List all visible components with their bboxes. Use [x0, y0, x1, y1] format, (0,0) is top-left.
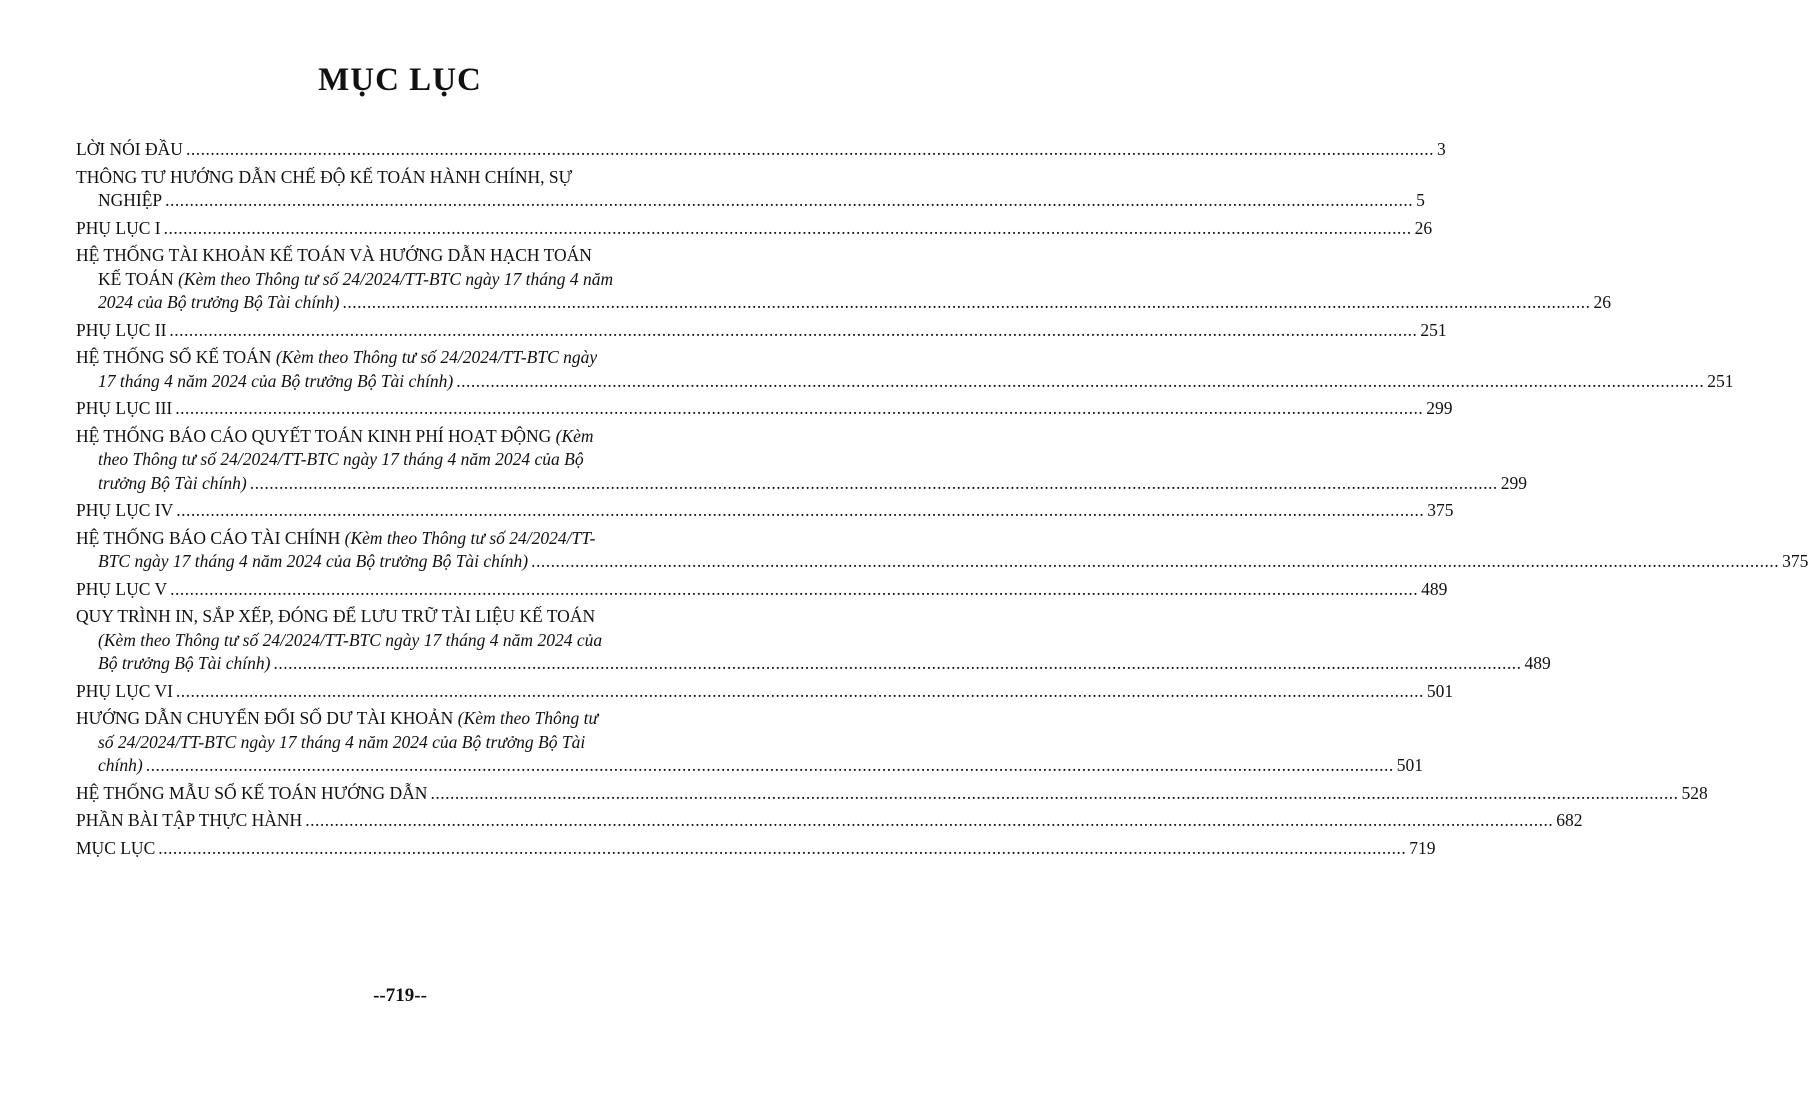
dot-leader	[186, 138, 1434, 162]
dot-leader	[456, 370, 1704, 394]
toc-entry-heading: HỆ THỐNG MẪU SỔ KẾ TOÁN HƯỚNG DẪN	[76, 782, 428, 803]
dot-leader	[305, 809, 1553, 833]
toc-entry-text	[76, 809, 302, 833]
dot-leader	[274, 652, 1522, 676]
page-number-footer: --719--	[373, 985, 427, 1006]
toc-entry-line	[76, 605, 726, 629]
toc-entry-text	[98, 652, 271, 676]
toc-entry-last-line	[76, 472, 1527, 496]
dot-leader	[176, 499, 1424, 523]
toc-entry-heading: PHỤ LỤC I	[76, 217, 161, 238]
toc-entry[interactable]	[76, 680, 1454, 704]
toc-entry[interactable]	[76, 166, 1425, 213]
toc-entry-note: (Kèm theo Thông tư số 24/2024/TT-	[344, 527, 596, 548]
toc-entry-note: Bộ trưởng Bộ Tài chính)	[98, 653, 271, 673]
toc-page-number: 375	[1427, 500, 1454, 520]
toc-entry-heading: HỆ THỐNG BÁO CÁO QUYẾT TOÁN KINH PHÍ HOẠT ĐỘNG	[76, 425, 556, 446]
toc-entry-last-line	[76, 397, 1453, 421]
toc-entry-text	[98, 472, 247, 496]
toc-entry-line	[76, 166, 726, 190]
toc-entry-last-line	[76, 138, 1446, 162]
toc-entry-heading: MỤC LỤC	[76, 837, 156, 858]
toc-page-number: 489	[1524, 653, 1551, 673]
toc-entry-text	[98, 291, 340, 315]
toc-entry-text	[98, 754, 143, 778]
toc-entry-last-line	[76, 680, 1454, 704]
toc-entry-heading: KẾ TOÁN	[98, 268, 179, 289]
toc-entry-line	[76, 346, 726, 370]
toc-entry[interactable]	[76, 346, 1734, 393]
toc-entry-note: theo Thông tư số 24/2024/TT-BTC ngày 17 tháng 4 năm 2024 của Bộ	[98, 449, 584, 469]
toc-entry-heading: QUY TRÌNH IN, SẮP XẾP, ĐÓNG ĐỂ LƯU TRỮ TÀI LIỆU KẾ TOÁN	[76, 606, 596, 626]
dot-leader	[164, 217, 1412, 241]
toc-entry-last-line	[76, 291, 1612, 315]
toc-entry-heading: PHỤ LỤC III	[76, 398, 173, 418]
dot-leader	[176, 680, 1424, 704]
toc-entry-text	[98, 370, 453, 394]
toc-page-number: 299	[1500, 472, 1527, 493]
toc-entry-heading: PHỤ LỤC V	[76, 578, 168, 599]
toc-entry[interactable]	[76, 319, 1447, 343]
toc-entry-line	[76, 629, 726, 653]
toc-entry[interactable]	[76, 425, 1527, 496]
dot-leader	[343, 291, 1591, 315]
toc-entry-text	[76, 837, 155, 861]
toc-entry-heading: NGHIỆP	[98, 190, 163, 210]
toc-entry-text	[76, 499, 173, 523]
toc-entry-note: (Kèm theo Thông tư số 24/2024/TT-BTC ngày 17 tháng 4 năm 2024 của	[98, 629, 603, 650]
toc-page-number: 528	[1681, 782, 1708, 803]
toc-entry-heading: HỆ THỐNG SỔ KẾ TOÁN	[76, 347, 276, 367]
toc-entry-heading: HỆ THỐNG TÀI KHOẢN KẾ TOÁN VÀ HƯỚNG DẪN HẠCH TOÁN	[76, 245, 592, 265]
toc-entry-heading: PHỤ LỤC IV	[76, 500, 174, 520]
toc-page-number: 375	[1782, 551, 1808, 571]
toc-entry-note: (Kèm theo Thông tư	[457, 708, 598, 728]
toc-entry-last-line	[76, 837, 1436, 861]
toc-entry-note: (Kèm theo Thông tư số 24/2024/TT-BTC ngày 17 tháng 4 năm	[178, 268, 614, 289]
toc-entry-heading: PHẦN BÀI TẬP THỰC HÀNH	[76, 810, 303, 830]
toc-entry-heading: THÔNG TƯ HƯỚNG DẪN CHẾ ĐỘ KẾ TOÁN HÀNH CHÍNH, SỰ	[76, 166, 573, 187]
toc-entry-text	[76, 782, 427, 806]
toc-entry-last-line	[76, 550, 1808, 574]
toc-page-number: 3	[1436, 139, 1446, 159]
dot-leader	[250, 472, 1498, 496]
toc-entry-text	[76, 217, 161, 241]
toc-entry-line	[76, 731, 726, 755]
toc-entry[interactable]	[76, 782, 1708, 806]
toc-entry-heading: HỆ THỐNG BÁO CÁO TÀI CHÍNH	[76, 527, 345, 548]
toc-page-number: 26	[1414, 217, 1433, 238]
toc-page-number: 5	[1416, 190, 1425, 210]
dot-leader	[531, 550, 1779, 574]
toc-entry-note: trưởng Bộ Tài chính)	[98, 472, 247, 493]
toc-entry-last-line	[76, 499, 1454, 523]
toc-entry-text	[76, 138, 183, 162]
toc-entry-note: 17 tháng 4 năm 2024 của Bộ trưởng Bộ Tài chính)	[98, 370, 454, 391]
toc-entry-line	[76, 448, 726, 472]
toc-entry-note: BTC ngày 17 tháng 4 năm 2024 của Bộ trưởng Bộ Tài chính)	[98, 551, 529, 571]
table-of-contents	[76, 138, 1808, 860]
toc-entry-last-line	[76, 782, 1708, 806]
toc-entry[interactable]	[76, 397, 1453, 421]
toc-entry-note: 2024 của Bộ trưởng Bộ Tài chính)	[98, 292, 340, 312]
page-title: MỤC LỤC	[318, 62, 482, 98]
toc-entry-text	[76, 397, 172, 421]
toc-page-number: 501	[1426, 680, 1454, 701]
dot-leader	[430, 782, 1678, 806]
toc-entry-last-line	[76, 809, 1583, 833]
toc-page-number: 682	[1556, 810, 1583, 830]
toc-entry-heading: PHỤ LỤC II	[76, 319, 167, 340]
toc-entry-last-line	[76, 652, 1551, 676]
toc-page-number: 719	[1409, 837, 1436, 858]
dot-leader	[169, 319, 1417, 343]
toc-entry[interactable]	[76, 138, 1446, 162]
toc-entry-note: chính)	[98, 755, 143, 775]
toc-entry-text	[98, 550, 528, 574]
toc-page-number: 299	[1426, 398, 1453, 418]
toc-entry[interactable]	[76, 499, 1454, 523]
toc-entry-last-line	[76, 189, 1425, 213]
toc-entry-text	[76, 319, 166, 343]
toc-entry[interactable]	[76, 217, 1433, 241]
dot-leader	[170, 578, 1418, 602]
toc-entry-heading: LỜI NÓI ĐẦU	[76, 139, 183, 159]
toc-page-number: 251	[1420, 319, 1447, 340]
toc-entry[interactable]	[76, 809, 1583, 833]
toc-entry-line	[76, 425, 726, 449]
dot-leader	[165, 189, 1413, 213]
toc-entry-line	[76, 707, 726, 731]
dot-leader	[146, 754, 1394, 778]
toc-entry-note: (Kèm theo Thông tư số 24/2024/TT-BTC ngày	[275, 347, 598, 367]
toc-entry[interactable]	[76, 244, 1612, 315]
toc-entry-line	[76, 268, 726, 292]
dot-leader	[175, 397, 1423, 421]
toc-entry-note: (Kèm	[555, 425, 594, 446]
toc-entry[interactable]	[76, 527, 1808, 574]
toc-entry-note: số 24/2024/TT-BTC ngày 17 tháng 4 năm 2024 của Bộ trưởng Bộ Tài	[98, 731, 586, 752]
toc-page-number: 489	[1421, 578, 1448, 599]
toc-entry-last-line	[76, 319, 1447, 343]
toc-entry[interactable]	[76, 605, 1551, 676]
toc-entry-text	[76, 680, 173, 704]
toc-entry-last-line	[76, 370, 1734, 394]
toc-entry-last-line	[76, 217, 1433, 241]
toc-entry-line	[76, 244, 726, 268]
toc-entry[interactable]	[76, 578, 1448, 602]
toc-entry-line	[76, 527, 726, 551]
toc-page-number: 501	[1396, 755, 1423, 775]
dot-leader	[158, 837, 1406, 861]
toc-entry-text	[76, 578, 167, 602]
toc-entry[interactable]	[76, 837, 1436, 861]
toc-entry-text	[98, 189, 162, 213]
toc-page-number: 26	[1593, 292, 1612, 312]
toc-entry-heading: HƯỚNG DẪN CHUYỂN ĐỔI SỐ DƯ TÀI KHOẢN	[76, 708, 458, 728]
toc-page-number: 251	[1707, 370, 1734, 391]
toc-entry-heading: PHỤ LỤC VI	[76, 680, 173, 701]
toc-entry[interactable]	[76, 707, 1423, 778]
toc-entry-last-line	[76, 754, 1423, 778]
toc-entry-last-line	[76, 578, 1448, 602]
